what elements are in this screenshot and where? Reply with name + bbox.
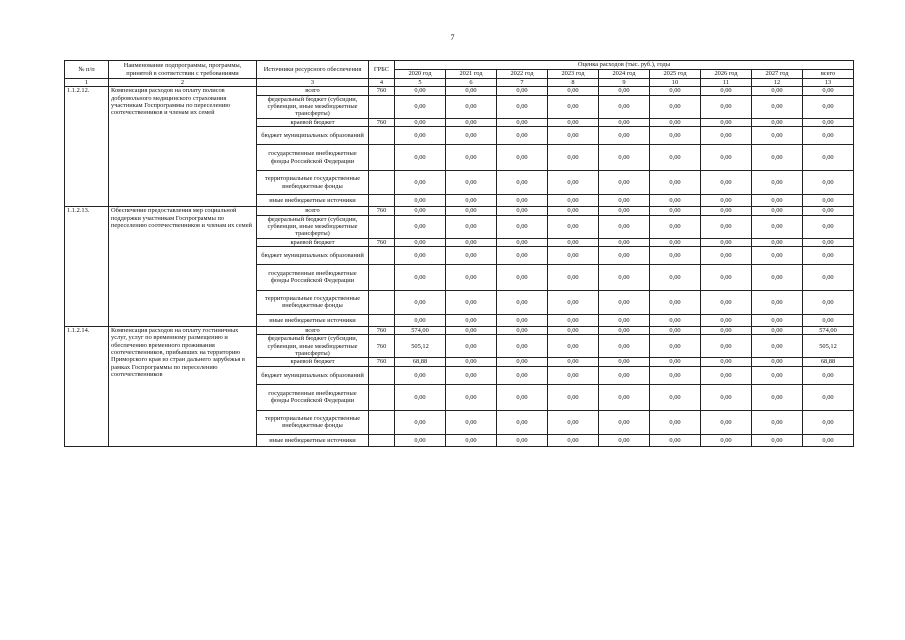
amount-cell: 0,00 [446, 434, 497, 446]
column-index: 3 [257, 79, 369, 87]
amount-cell: 0,00 [701, 118, 752, 126]
amount-cell: 0,00 [497, 410, 548, 434]
funding-source: государственные внебюджетные фонды Российской Федерации [257, 384, 369, 410]
amount-cell: 0,00 [497, 215, 548, 238]
funding-source: всего [257, 326, 369, 334]
grbs-code [369, 366, 395, 384]
amount-cell: 0,00 [548, 264, 599, 290]
amount-cell: 0,00 [803, 87, 854, 95]
amount-cell: 0,00 [548, 127, 599, 145]
amount-cell: 0,00 [548, 366, 599, 384]
amount-cell: 0,00 [752, 434, 803, 446]
header-year: всего [803, 70, 854, 79]
funding-source: иные внебюджетные источники [257, 434, 369, 446]
amount-cell: 0,00 [599, 366, 650, 384]
funding-source: территориальные государственные внебюджетные фонды [257, 290, 369, 314]
amount-cell: 0,00 [599, 290, 650, 314]
funding-source: государственные внебюджетные фонды Российской Федерации [257, 264, 369, 290]
amount-cell: 0,00 [446, 127, 497, 145]
amount-cell: 0,00 [752, 238, 803, 246]
amount-cell: 0,00 [446, 95, 497, 118]
funding-source: краевой бюджет [257, 358, 369, 366]
amount-cell: 0,00 [650, 215, 701, 238]
amount-cell: 0,00 [497, 87, 548, 95]
amount-cell: 0,00 [650, 171, 701, 195]
header-year: 2025 год [650, 70, 701, 79]
table-row [65, 326, 854, 334]
grbs-code: 760 [369, 207, 395, 215]
amount-cell: 0,00 [446, 87, 497, 95]
amount-cell: 0,00 [548, 410, 599, 434]
table-row [65, 207, 854, 215]
amount-cell: 0,00 [650, 384, 701, 410]
amount-cell: 0,00 [752, 246, 803, 264]
amount-cell: 0,00 [497, 95, 548, 118]
amount-cell: 0,00 [395, 95, 446, 118]
amount-cell: 0,00 [446, 207, 497, 215]
amount-cell: 0,00 [650, 326, 701, 334]
amount-cell: 0,00 [752, 207, 803, 215]
amount-cell: 0,00 [752, 195, 803, 207]
grbs-code: 760 [369, 358, 395, 366]
amount-cell: 0,00 [803, 434, 854, 446]
amount-cell: 0,00 [752, 326, 803, 334]
amount-cell: 0,00 [803, 264, 854, 290]
amount-cell: 0,00 [650, 87, 701, 95]
header-estimate: Оценка расходов (тыс. руб.), годы [395, 61, 854, 70]
amount-cell: 68,88 [803, 358, 854, 366]
header-year: 2026 год [701, 70, 752, 79]
grbs-code: 760 [369, 238, 395, 246]
column-index: 11 [701, 79, 752, 87]
amount-cell: 0,00 [599, 264, 650, 290]
amount-cell: 0,00 [650, 264, 701, 290]
amount-cell: 0,00 [650, 95, 701, 118]
header-year: 2022 год [497, 70, 548, 79]
amount-cell: 0,00 [752, 384, 803, 410]
grbs-code [369, 290, 395, 314]
amount-cell: 0,00 [803, 95, 854, 118]
page-number: 7 [450, 33, 455, 42]
column-index: 4 [369, 79, 395, 87]
amount-cell: 0,00 [599, 410, 650, 434]
amount-cell: 0,00 [752, 127, 803, 145]
amount-cell: 0,00 [752, 118, 803, 126]
amount-cell: 0,00 [395, 384, 446, 410]
amount-cell: 574,00 [803, 326, 854, 334]
grbs-code [369, 264, 395, 290]
amount-cell: 0,00 [650, 118, 701, 126]
funding-source: краевой бюджет [257, 118, 369, 126]
amount-cell: 0,00 [701, 366, 752, 384]
amount-cell: 0,00 [650, 290, 701, 314]
item-number: 1.1.2.14. [65, 326, 109, 446]
amount-cell: 0,00 [752, 290, 803, 314]
amount-cell: 0,00 [548, 215, 599, 238]
amount-cell: 0,00 [548, 195, 599, 207]
amount-cell: 0,00 [701, 246, 752, 264]
amount-cell: 0,00 [497, 434, 548, 446]
item-number: 1.1.2.13. [65, 207, 109, 327]
amount-cell: 0,00 [599, 246, 650, 264]
column-index: 1 [65, 79, 109, 87]
amount-cell: 0,00 [752, 87, 803, 95]
funding-source: территориальные государственные внебюджетные фонды [257, 410, 369, 434]
amount-cell: 0,00 [395, 410, 446, 434]
grbs-code [369, 195, 395, 207]
funding-source: иные внебюджетные источники [257, 195, 369, 207]
amount-cell: 0,00 [803, 207, 854, 215]
header-source: Источники ресурсного обеспечения [257, 61, 369, 79]
amount-cell: 0,00 [599, 87, 650, 95]
amount-cell: 0,00 [599, 326, 650, 334]
amount-cell: 0,00 [701, 87, 752, 95]
amount-cell: 0,00 [599, 118, 650, 126]
amount-cell: 0,00 [803, 238, 854, 246]
amount-cell: 0,00 [752, 335, 803, 358]
header-year: 2021 год [446, 70, 497, 79]
amount-cell: 0,00 [650, 207, 701, 215]
amount-cell: 0,00 [497, 358, 548, 366]
amount-cell: 0,00 [395, 238, 446, 246]
amount-cell: 0,00 [803, 410, 854, 434]
budget-table [64, 60, 854, 447]
amount-cell: 0,00 [548, 246, 599, 264]
amount-cell: 0,00 [395, 195, 446, 207]
amount-cell: 0,00 [701, 207, 752, 215]
amount-cell: 0,00 [599, 95, 650, 118]
amount-cell: 0,00 [803, 384, 854, 410]
amount-cell: 0,00 [548, 87, 599, 95]
header-year: 2027 год [752, 70, 803, 79]
amount-cell: 0,00 [650, 335, 701, 358]
header-year: 2023 год [548, 70, 599, 79]
amount-cell: 0,00 [446, 366, 497, 384]
amount-cell: 0,00 [701, 195, 752, 207]
amount-cell: 0,00 [395, 207, 446, 215]
amount-cell: 0,00 [446, 145, 497, 171]
amount-cell: 0,00 [446, 264, 497, 290]
amount-cell: 0,00 [395, 314, 446, 326]
amount-cell: 0,00 [599, 384, 650, 410]
amount-cell: 0,00 [548, 95, 599, 118]
amount-cell: 0,00 [395, 215, 446, 238]
amount-cell: 0,00 [701, 145, 752, 171]
funding-source: федеральный бюджет (субсидии, субвенции, иные межбюджетные трансферты) [257, 215, 369, 238]
amount-cell: 68,88 [395, 358, 446, 366]
grbs-code [369, 314, 395, 326]
amount-cell: 0,00 [395, 118, 446, 126]
amount-cell: 0,00 [497, 145, 548, 171]
amount-cell: 0,00 [446, 246, 497, 264]
amount-cell: 0,00 [599, 238, 650, 246]
funding-source: территориальные государственные внебюджетные фонды [257, 171, 369, 195]
amount-cell: 0,00 [599, 145, 650, 171]
amount-cell: 0,00 [395, 264, 446, 290]
amount-cell: 0,00 [548, 335, 599, 358]
amount-cell: 0,00 [497, 171, 548, 195]
amount-cell: 0,00 [497, 384, 548, 410]
amount-cell: 0,00 [650, 410, 701, 434]
item-name: Компенсация расходов на оплату гостиничных услуг, услуг по временному размещению и обеспечению временного проживания соотечественников, прибывших на территорию Приморского края из стран дальнего зарубежья в рамках Госпрограммы по переселению соотечественников [109, 326, 257, 446]
amount-cell: 0,00 [650, 246, 701, 264]
grbs-code [369, 145, 395, 171]
amount-cell: 0,00 [497, 335, 548, 358]
grbs-code [369, 410, 395, 434]
grbs-code: 760 [369, 326, 395, 334]
funding-source: государственные внебюджетные фонды Российской Федерации [257, 145, 369, 171]
funding-source: федеральный бюджет (субсидии, субвенции, иные межбюджетные трансферты) [257, 335, 369, 358]
amount-cell: 0,00 [497, 366, 548, 384]
amount-cell: 0,00 [599, 434, 650, 446]
item-number: 1.1.2.12. [65, 87, 109, 207]
amount-cell: 0,00 [650, 434, 701, 446]
amount-cell: 0,00 [650, 366, 701, 384]
header-name: Наименование подпрограммы, программы, принятой в соответствии с требованиями [109, 61, 257, 79]
amount-cell: 0,00 [548, 434, 599, 446]
amount-cell: 0,00 [548, 118, 599, 126]
amount-cell: 0,00 [803, 290, 854, 314]
funding-source: федеральный бюджет (субсидии, субвенции, иные межбюджетные трансферты) [257, 95, 369, 118]
amount-cell: 0,00 [701, 384, 752, 410]
item-name: Обеспечение предоставления мер социальной поддержки участникам Госпрограммы по переселению соотечественников и членам их семей [109, 207, 257, 327]
amount-cell: 0,00 [701, 238, 752, 246]
grbs-code: 760 [369, 335, 395, 358]
amount-cell: 0,00 [446, 335, 497, 358]
amount-cell: 0,00 [548, 314, 599, 326]
header-year: 2020 год [395, 70, 446, 79]
amount-cell: 0,00 [752, 314, 803, 326]
amount-cell: 0,00 [701, 314, 752, 326]
amount-cell: 0,00 [497, 207, 548, 215]
column-index: 7 [497, 79, 548, 87]
amount-cell: 0,00 [752, 410, 803, 434]
amount-cell: 0,00 [446, 238, 497, 246]
amount-cell: 0,00 [497, 238, 548, 246]
amount-cell: 0,00 [650, 314, 701, 326]
amount-cell: 0,00 [752, 264, 803, 290]
amount-cell: 0,00 [701, 410, 752, 434]
amount-cell: 0,00 [548, 290, 599, 314]
amount-cell: 0,00 [548, 145, 599, 171]
amount-cell: 0,00 [446, 314, 497, 326]
funding-source: бюджет муниципальных образований [257, 366, 369, 384]
amount-cell: 0,00 [395, 171, 446, 195]
amount-cell: 505,12 [395, 335, 446, 358]
column-index: 12 [752, 79, 803, 87]
funding-source: всего [257, 207, 369, 215]
header-year: 2024 год [599, 70, 650, 79]
amount-cell: 0,00 [395, 290, 446, 314]
amount-cell: 0,00 [497, 314, 548, 326]
amount-cell: 0,00 [650, 238, 701, 246]
amount-cell: 0,00 [497, 118, 548, 126]
amount-cell: 0,00 [803, 246, 854, 264]
amount-cell: 0,00 [446, 195, 497, 207]
grbs-code [369, 215, 395, 238]
funding-source: иные внебюджетные источники [257, 314, 369, 326]
funding-source: краевой бюджет [257, 238, 369, 246]
column-index: 13 [803, 79, 854, 87]
amount-cell: 0,00 [599, 207, 650, 215]
amount-cell: 0,00 [701, 358, 752, 366]
header-no: № п/п [65, 61, 109, 79]
column-index: 5 [395, 79, 446, 87]
amount-cell: 0,00 [701, 127, 752, 145]
amount-cell: 0,00 [650, 145, 701, 171]
column-index: 8 [548, 79, 599, 87]
column-index: 9 [599, 79, 650, 87]
amount-cell: 0,00 [803, 118, 854, 126]
grbs-code [369, 384, 395, 410]
amount-cell: 0,00 [548, 384, 599, 410]
amount-cell: 0,00 [803, 127, 854, 145]
grbs-code [369, 434, 395, 446]
amount-cell: 505,12 [803, 335, 854, 358]
amount-cell: 0,00 [395, 87, 446, 95]
amount-cell: 0,00 [701, 95, 752, 118]
amount-cell: 0,00 [752, 95, 803, 118]
amount-cell: 0,00 [752, 145, 803, 171]
amount-cell: 0,00 [395, 434, 446, 446]
grbs-code [369, 246, 395, 264]
amount-cell: 0,00 [701, 434, 752, 446]
amount-cell: 0,00 [701, 171, 752, 195]
amount-cell: 0,00 [497, 195, 548, 207]
amount-cell: 0,00 [446, 290, 497, 314]
grbs-code [369, 171, 395, 195]
funding-source: бюджет муниципальных образований [257, 246, 369, 264]
amount-cell: 574,00 [395, 326, 446, 334]
amount-cell: 0,00 [395, 366, 446, 384]
amount-cell: 0,00 [803, 314, 854, 326]
amount-cell: 0,00 [446, 326, 497, 334]
amount-cell: 0,00 [548, 358, 599, 366]
amount-cell: 0,00 [599, 314, 650, 326]
amount-cell: 0,00 [701, 335, 752, 358]
amount-cell: 0,00 [599, 215, 650, 238]
amount-cell: 0,00 [599, 127, 650, 145]
amount-cell: 0,00 [803, 171, 854, 195]
amount-cell: 0,00 [701, 326, 752, 334]
funding-source: бюджет муниципальных образований [257, 127, 369, 145]
amount-cell: 0,00 [446, 171, 497, 195]
column-index: 2 [109, 79, 257, 87]
amount-cell: 0,00 [446, 118, 497, 126]
amount-cell: 0,00 [650, 127, 701, 145]
amount-cell: 0,00 [497, 290, 548, 314]
amount-cell: 0,00 [599, 171, 650, 195]
amount-cell: 0,00 [701, 290, 752, 314]
amount-cell: 0,00 [497, 127, 548, 145]
amount-cell: 0,00 [752, 358, 803, 366]
column-index: 10 [650, 79, 701, 87]
amount-cell: 0,00 [497, 246, 548, 264]
amount-cell: 0,00 [803, 366, 854, 384]
amount-cell: 0,00 [395, 127, 446, 145]
grbs-code [369, 127, 395, 145]
column-index: 6 [446, 79, 497, 87]
amount-cell: 0,00 [446, 358, 497, 366]
amount-cell: 0,00 [752, 215, 803, 238]
item-name: Компенсация расходов на оплату полисов добровольного медицинского страхования участникам Госпрограммы по переселению соотечественников и членам их семей [109, 87, 257, 207]
amount-cell: 0,00 [446, 410, 497, 434]
amount-cell: 0,00 [599, 195, 650, 207]
amount-cell: 0,00 [548, 326, 599, 334]
grbs-code: 760 [369, 87, 395, 95]
amount-cell: 0,00 [497, 264, 548, 290]
amount-cell: 0,00 [548, 207, 599, 215]
amount-cell: 0,00 [599, 335, 650, 358]
amount-cell: 0,00 [599, 358, 650, 366]
amount-cell: 0,00 [803, 215, 854, 238]
header-grbs: ГРБС [369, 61, 395, 79]
grbs-code [369, 95, 395, 118]
amount-cell: 0,00 [803, 145, 854, 171]
grbs-code: 760 [369, 118, 395, 126]
amount-cell: 0,00 [650, 195, 701, 207]
amount-cell: 0,00 [395, 246, 446, 264]
amount-cell: 0,00 [803, 195, 854, 207]
amount-cell: 0,00 [395, 145, 446, 171]
funding-source: всего [257, 87, 369, 95]
amount-cell: 0,00 [446, 215, 497, 238]
amount-cell: 0,00 [497, 326, 548, 334]
amount-cell: 0,00 [548, 238, 599, 246]
amount-cell: 0,00 [650, 358, 701, 366]
amount-cell: 0,00 [446, 384, 497, 410]
amount-cell: 0,00 [701, 215, 752, 238]
table-row [65, 87, 854, 95]
amount-cell: 0,00 [752, 171, 803, 195]
amount-cell: 0,00 [548, 171, 599, 195]
amount-cell: 0,00 [701, 264, 752, 290]
amount-cell: 0,00 [752, 366, 803, 384]
